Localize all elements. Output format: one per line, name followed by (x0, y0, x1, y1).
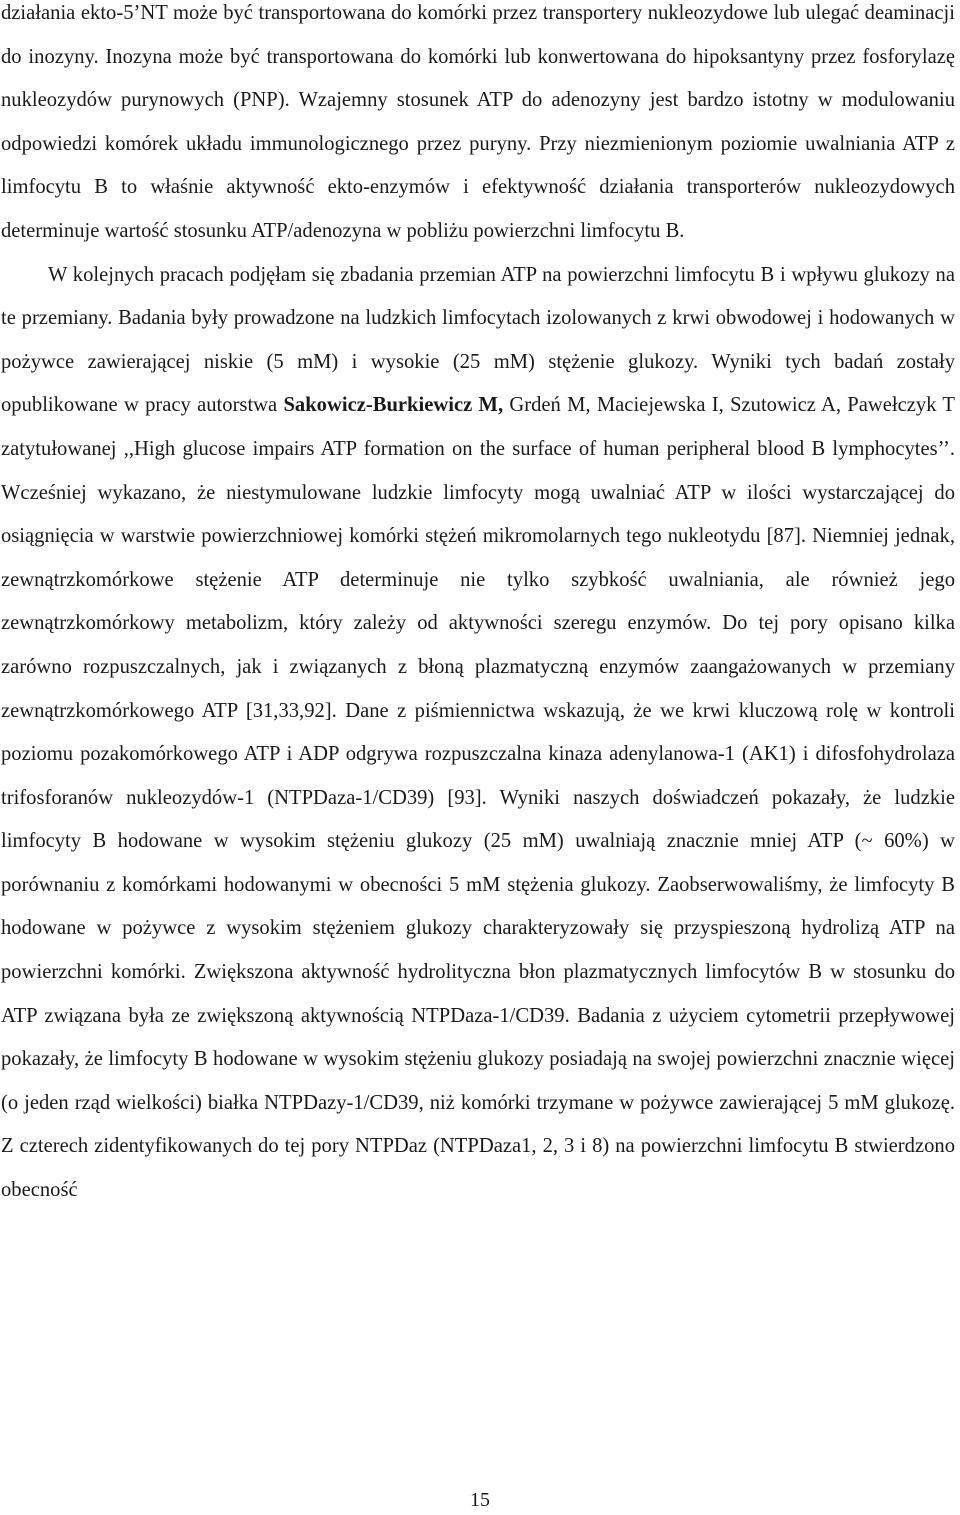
paragraph-1: działania ekto-5’NT może być transportowana do komórki przez transportery nukleozydowe lub ulegać deaminacji do inozyny. Inozyna może być transportowana do komórki lub konwertowana do hipoksantyny przez fosforylazę nukleozydów purynowych (PNP). Wzajemny stosunek ATP do adenozyny jest bardzo istotny w modulowaniu odpowiedzi komórek układu immunologicznego przez puryny. Przy niezmienionym poziomie uwalniania ATP z limfocytu B to właśnie aktywność ekto-enzymów i efektywność działania transporterów nukleozydowych determinuje wartość stosunku ATP/adenozyna w pobliżu powierzchni limfocytu B. (1, 2, 955, 242)
author-name-bold: Sakowicz-Burkiewicz M, (283, 394, 504, 417)
page-number: 15 (470, 1489, 490, 1511)
paragraph-2 (1, 254, 955, 1213)
paragraph-2-text-start: W kolejnych pracach podjęłam się zbadania przemian ATP na powierzchni limfocytu B i wpływu glukozy na te przemiany. Badania były prowadzone na ludzkich limfocytach izolowanych z krwi obwodowej i hodowanych w pożywce zawierającej niskie (5 mM) i wysokie (25 mM) stężenie glukozy. Wyniki tych badań zostały opublikowane w pracy autorstwa (1, 263, 955, 417)
paragraph-2-text-end: Grdeń M, Maciejewska I, Szutowicz A, Pawełczyk T zatytułowanej ,,High glucose impairs ATP formation on the surface of human peripheral blood B lymphocytes’’. Wcześniej wykazano, że niestymulowane ludzkie limfocyty mogą uwalniać ATP w ilości wystarczającej do osiągnięcia w warstwie powierzchniowej komórki stężeń mikromolarnych tego nukleotydu [87]. Niemniej jednak, zewnątrzkomórkowe stężenie ATP determinuje nie tylko szybkość uwalniania, ale również jego zewnątrzkomórkowy metabolizm, który zależy od aktywności szeregu enzymów. Do tej pory opisano kilka zarówno rozpuszczalnych, jak i związanych z błoną plazmatyczną enzymów zaangażowanych w przemiany zewnątrzkomórkowego ATP [31,33,92]. Dane z piśmiennictwa wskazują, że we krwi kluczową rolę w kontroli poziomu pozakomórkowego ATP i ADP odgrywa rozpuszczalna kinaza adenylanowa-1 (AK1) i difosfohydrolaza trifosforanów nukleozydów-1 (NTPDaza-1/CD39) [93]. Wyniki naszych doświadczeń pokazały, że ludzkie limfocyty B hodowane w wysokim stężeniu glukozy (25 mM) uwalniają znacznie mniej ATP (~ 60%) w porównaniu z komórkami hodowanymi w obecności 5 mM stężenia glukozy. Zaobserwowaliśmy, że limfocyty B hodowane w pożywce z wysokim stężeniem glukozy charakteryzowały się przyspieszoną hydrolizą ATP na powierzchni komórki. Zwiększona aktywność hydrolityczna błon plazmatycznych limfocytów B w stosunku do ATP związana była ze zwiększoną aktywnością NTPDaza-1/CD39. Badania z użyciem cytometrii przepływowej pokazały, że limfocyty B hodowane w wysokim stężeniu glukozy posiadają na swojej powierzchni znacznie więcej (o jeden rząd wielkości) białka NTPDazy-1/CD39, niż komórki trzymane w pożywce zawierającej 5 mM glukozę. Z czterech zidentyfikowanych do tej pory NTPDaz (NTPDaza1, 2, 3 i 8) na powierzchni limfocytu B stwierdzono obecność (1, 394, 955, 1202)
body-text (1, 0, 955, 1213)
